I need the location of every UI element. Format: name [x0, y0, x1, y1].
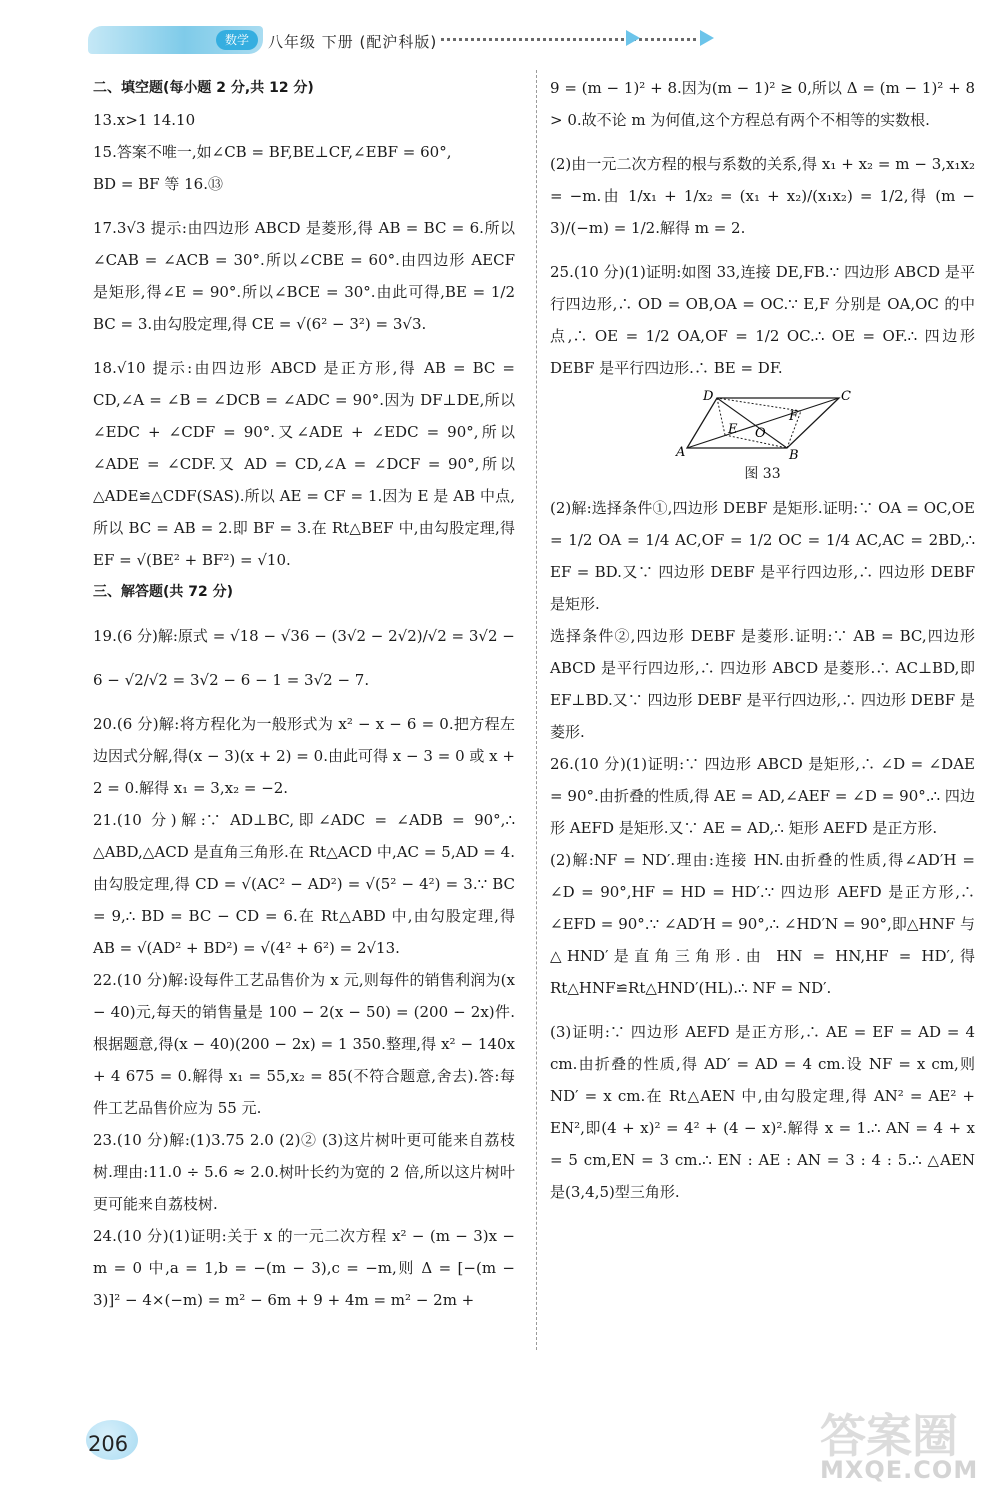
answer-13-14: 13.x>1 14.10	[93, 111, 196, 129]
watermark-logo: 答案圈	[820, 1409, 958, 1463]
answer-23: 23.(10 分)解:(1)3.75 2.0 (2)② (3)这片树叶更可能来自荔枝树.理由:11.0 ÷ 5.6 ≈ 2.0.树叶长约为宽的 2 倍,所以这片树叶更可能来自荔枝树.	[93, 1131, 515, 1213]
answer-15-16: BD = BF 等 16.⑬	[93, 175, 223, 193]
answer-26-part2: (2)解:NF = ND′.理由:连接 HN.由折叠的性质,得∠AD′H = ∠D = 90°,HF = HD = HD′.∵ 四边形 AEFD 是正方形,∴ ∠EFD = 90°.∵ ∠AD′H = 90°,∴ ∠HD′N = 90°,即△HNF 与△HND′是直角三角形.由 HN = HN,HF = HD′,得 Rt△HNF≌Rt△HND′(HL).∴ NF = ND′.	[550, 851, 975, 997]
left-column	[93, 72, 515, 1316]
arrow-right-icon	[700, 30, 714, 46]
answer-19-cont: 6 − √2/√2 = 3√2 − 6 − 1 = 3√2 − 7.	[93, 671, 370, 689]
answer-15: 15.答案不唯一,如∠CB = BF,BE⊥CF,∠EBF = 60°,	[93, 143, 452, 161]
answer-18: 18.√10 提示:由四边形 ABCD 是正方形,得 AB = BC = CD,∠A = ∠B = ∠DCB = ∠ADC = 90°.因为 DF⊥DE,所以∠EDC + ∠CDF = 90°.又∠ADE + ∠EDC = 90°,所以∠ADE = ∠CDF.又 AD = CD,∠A = ∠DCF = 90°,所以△ADE≌△CDF(SAS).所以 AE = CF = 1.因为 E 是 AB 中点,所以 BC = AB = 2.即 BF = 3.在 Rt△BEF 中,由勾股定理,得 EF = √(BE² + BF²) = √10.	[93, 359, 515, 569]
section-heading-fill-blank: 二、填空题(每小题 2 分,共 12 分)	[93, 80, 314, 96]
page-header	[88, 22, 728, 64]
answer-25-part1: 25.(10 分)(1)证明:如图 33,连接 DE,FB.∵ 四边形 ABCD 是平行四边形,∴ OD = OB,OA = OC.∵ E,F 分别是 OA,OC 的中点,∴ OE = 1/2 OA,OF = 1/2 OC.∴ OE = OF.∴ 四边形 DEBF 是平行四边形.∴ BE = DF.	[550, 263, 975, 377]
parallelogram-diagram	[673, 390, 853, 462]
answer-24: 24.(10 分)(1)证明:关于 x 的一元二次方程 x² − (m − 3)x − m = 0 中,a = 1,b = −(m − 3),c = −m,则 Δ = [−(m − 3)]² − 4×(−m) = m² − 6m + 9 + 4m = m² − 2m +	[93, 1227, 515, 1309]
answer-17: 17.3√3 提示:由四边形 ABCD 是菱形,得 AB = BC = 6.所以∠CAB = ∠ACB = 30°.所以∠CBE = 60°.由四边形 AECF 是矩形,得∠E = 90°.所以∠BCE = 30°.由此可得,BE = 1/2 BC = 3.由勾股定理,得 CE = √(6² − 3²) = 3√3.	[93, 219, 515, 333]
answer-26-part3: (3)证明:∵ 四边形 AEFD 是正方形,∴ AE = EF = AD = 4 cm.由折叠的性质,得 AD′ = AD = 4 cm.设 NF = x cm,则 ND′ = x cm.在 Rt△AEN 中,由勾股定理,得 AN² = AE² + EN²,即(4 + x)² = 4² + (4 − x)².解得 x = 1.∴ AN = 4 + x = 5 cm,EN = 3 cm.∴ EN : AE : AN = 3 : 4 : 5.∴ △AEN 是(3,4,5)型三角形.	[550, 1023, 975, 1201]
label-a: A	[675, 445, 685, 460]
label-b: B	[788, 448, 799, 462]
header-title: 八年级 下册 (配沪科版)	[268, 33, 438, 51]
answer-22: 22.(10 分)解:设每件工艺品售价为 x 元,则每件的销售利润为(x − 40)元,每天的销售量是 100 − 2(x − 50) = (200 − 2x)件.根据题意,得(x − 40)(200 − 2x) = 1 350.整理,得 x² − 140x + 4 675 = 0.解得 x₁ = 55,x₂ = 85(不符合题意,舍去).答:每件工艺品售价应为 55 元.	[93, 971, 515, 1117]
header-dotted-line	[441, 38, 696, 41]
answer-21: 21.(10 分)解:∵ AD⊥BC,即∠ADC = ∠ADB = 90°,∴ △ABD,△ACD 是直角三角形.在 Rt△ACD 中,AC = 5,AD = 4.由勾股定理,得 CD = √(AC² − AD²) = √(5² − 4²) = 3.∵ BC = 9,∴ BD = BC − CD = 6.在 Rt△ABD 中,由勾股定理,得 AB = √(AD² + BD²) = √(4² + 6²) = 2√13.	[93, 811, 515, 957]
answer-26-part1: 26.(10 分)(1)证明:∵ 四边形 ABCD 是矩形,∴ ∠D = ∠DAE = 90°.由折叠的性质,得 AE = AD,∠AEF = ∠D = 90°.∴ 四边形 AEFD 是矩形.又∵ AE = AD,∴ 矩形 AEFD 是正方形.	[550, 755, 975, 837]
label-c: C	[840, 390, 851, 404]
label-f: F	[788, 409, 798, 424]
answer-20: 20.(6 分)解:将方程化为一般形式为 x² − x − 6 = 0.把方程左边因式分解,得(x − 3)(x + 2) = 0.由此可得 x − 3 = 0 或 x + 2 = 0.解得 x₁ = 3,x₂ = −2.	[93, 715, 515, 797]
page-number: 206	[88, 1432, 129, 1456]
answer-25-cond2: 选择条件②,四边形 DEBF 是菱形.证明:∵ AB = BC,四边形 ABCD 是平行四边形,∴ 四边形 ABCD 是菱形.∴ AC⊥BD,即 EF⊥BD.又∵ 四边形 DEBF 是平行四边形,∴ 四边形 DEBF 是菱形.	[550, 627, 975, 741]
label-d: D	[702, 390, 713, 404]
answer-24-cont: 9 = (m − 1)² + 8.因为(m − 1)² ≥ 0,所以 Δ = (m − 1)² + 8 > 0.故不论 m 为何值,这个方程总有两个不相等的实数根.	[550, 79, 975, 129]
arrow-right-icon	[626, 30, 640, 46]
label-o: O	[754, 426, 766, 441]
answer-25-cond1: (2)解:选择条件①,四边形 DEBF 是矩形.证明:∵ OA = OC,OE = 1/2 OA = 1/4 AC,OF = 1/2 OC = 1/4 AC,AC = 2BD,∴ EF = BD.又∵ 四边形 DEBF 是平行四边形,∴ 四边形 DEBF 是矩形.	[550, 499, 975, 613]
watermark-url: MXQE.COM	[820, 1456, 979, 1484]
segment-de	[717, 398, 725, 435]
column-divider	[536, 70, 537, 1350]
figure-33	[550, 390, 975, 486]
answer-24-part2: (2)由一元二次方程的根与系数的关系,得 x₁ + x₂ = m − 3,x₁x₂ = −m.由 1/x₁ + 1/x₂ = (x₁ + x₂)/(x₁x₂) = 1/2,得 (m − 3)/(−m) = 1/2.解得 m = 2.	[550, 155, 975, 237]
answer-19: 19.(6 分)解:原式 = √18 − √36 − (3√2 − 2√2)/√2 = 3√2 −	[93, 627, 515, 645]
section-heading-solve: 三、解答题(共 72 分)	[93, 584, 234, 600]
right-column	[550, 72, 975, 1208]
subject-badge: 数学	[216, 30, 258, 50]
figure-caption: 图 33	[744, 466, 781, 482]
label-e: E	[727, 422, 737, 437]
